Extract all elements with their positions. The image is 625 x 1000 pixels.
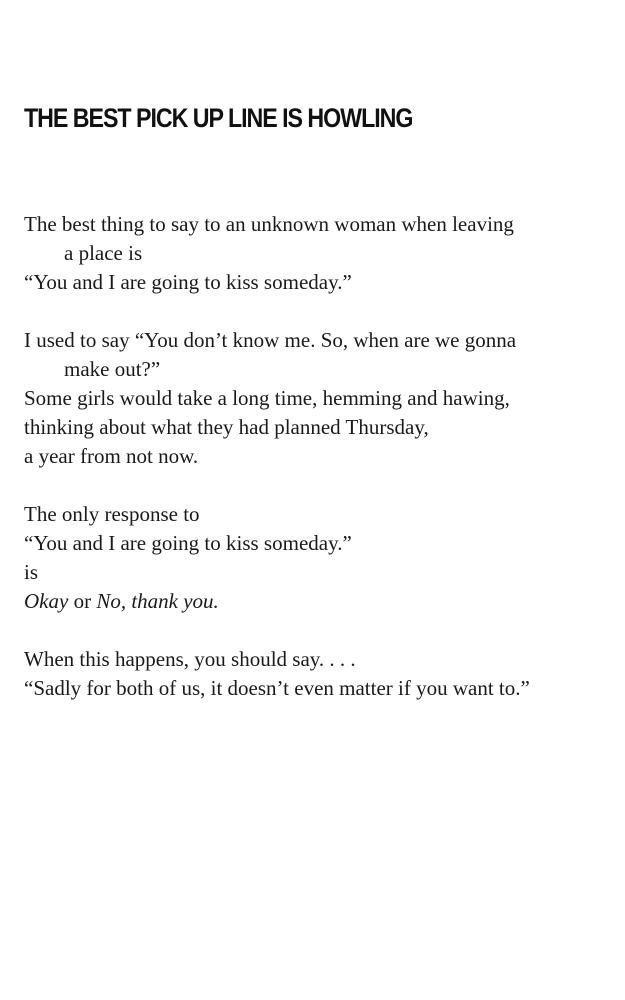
poem-line: Some girls would take a long time, hemming and hawing, <box>24 386 510 410</box>
stanza <box>24 500 620 616</box>
stanza <box>24 326 620 471</box>
option-joiner: or <box>73 589 92 613</box>
poem-line: When this happens, you should say. . . . <box>24 647 356 671</box>
option-no-thank-you: No, thank you. <box>96 589 219 613</box>
option-okay: Okay <box>24 589 69 613</box>
poem-line: The only response to <box>24 502 200 526</box>
poem-line: “Sadly for both of us, it doesn’t even matter if you want to.” <box>24 676 530 700</box>
poem-line: I used to say “You don’t know me. So, when are we gonna <box>24 328 517 352</box>
poem-line: thinking about what they had planned Thursday, <box>24 415 429 439</box>
poem-line-options <box>24 587 620 616</box>
poem-body <box>24 210 620 732</box>
stanza <box>24 210 620 297</box>
poem-line-continuation: a place is <box>64 241 143 265</box>
poem-line: a year from not now. <box>24 444 199 468</box>
stanza <box>24 645 620 703</box>
poem-line: The best thing to say to an unknown woman when leaving <box>24 212 514 236</box>
poem-line-continuation: make out?” <box>64 357 161 381</box>
poem-line: “You and I are going to kiss someday.” <box>24 270 352 294</box>
poem-line: “You and I are going to kiss someday.” <box>24 531 352 555</box>
page-title: THE BEST PICK UP LINE IS HOWLING <box>24 103 413 133</box>
poem-line: is <box>24 560 39 584</box>
